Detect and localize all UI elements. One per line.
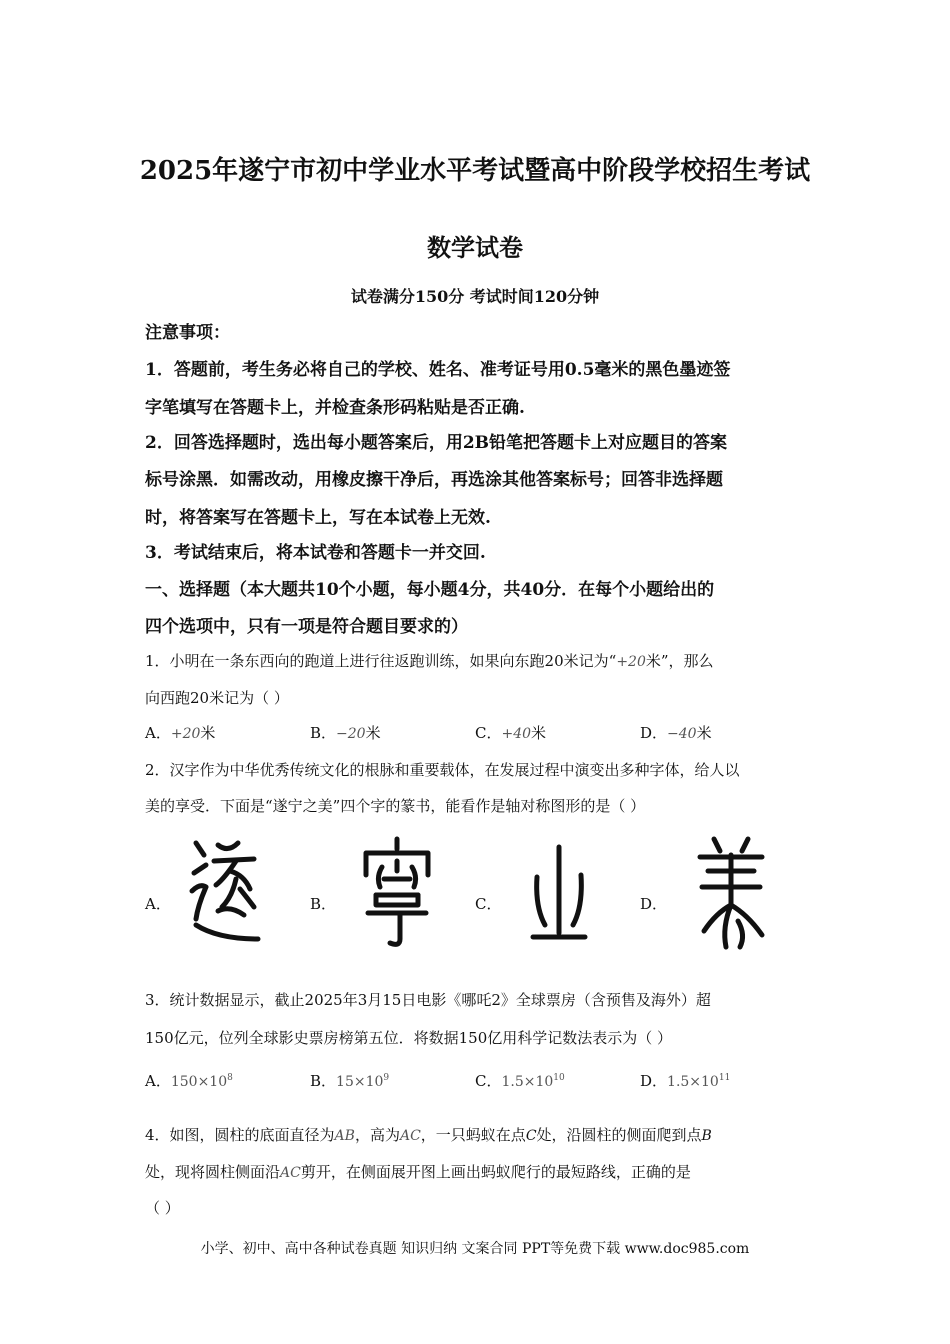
question-4-line-1: 4．如图，圆柱的底面直径为AB，高为AC，一只蚂蚁在点C处，沿圆柱的侧面爬到点B (145, 1126, 712, 1144)
q1-option-b[interactable]: B．−20米 (310, 724, 381, 742)
q1-option-d[interactable]: D．−40米 (640, 724, 712, 742)
question-1-line-2: 向西跑20米记为（ ） (145, 689, 289, 707)
seal-glyph-sui-icon (188, 835, 262, 951)
seal-glyph-ning-icon (360, 835, 434, 951)
q2-option-b[interactable]: B． (310, 895, 337, 913)
q2-option-c[interactable]: C． (475, 895, 502, 913)
notes-heading: 注意事项： (145, 323, 230, 343)
page-footer: 小学、初中、高中各种试卷真题 知识归纳 文案合同 PPT等免费下载 www.doc985.com (200, 1241, 750, 1257)
question-3-line-1: 3．统计数据显示，截止2025年3月15日电影《哪吒2》全球票房（含预售及海外）超 (145, 991, 711, 1009)
note-1-line-1: 1．答题前，考生务必将自己的学校、姓名、准考证号用0.5毫米的黑色墨迹签 (145, 360, 731, 380)
note-2-line-2: 标号涂黑．如需改动，用橡皮擦干净后，再选涂其他答案标号；回答非选择题 (145, 470, 723, 490)
note-3: 3．考试结束后，将本试卷和答题卡一并交回. (145, 543, 486, 563)
section-1-heading-line-2: 四个选项中，只有一项是符合题目要求的） (145, 617, 468, 637)
q3-option-d[interactable]: D．$1.5\times 10^{11}$ (640, 1072, 731, 1090)
question-2-line-1: 2．汉字作为中华优秀传统文化的根脉和重要载体，在发展过程中演变出多种字体，给人以 (145, 761, 740, 779)
seal-glyph-zhi-icon (527, 835, 591, 951)
question-2-line-2: 美的享受．下面是“遂宁之美”四个字的篆书，能看作是轴对称图形的是（ ） (145, 797, 646, 815)
note-2-line-1: 2．回答选择题时，选出每小题答案后，用2B铅笔把答题卡上对应题目的答案 (145, 433, 728, 453)
q1-option-a[interactable]: A．+20米 (145, 724, 216, 742)
section-1-heading-line-1: 一、选择题（本大题共10个小题，每小题4分，共40分．在每个小题给出的 (145, 580, 715, 600)
exam-info: 试卷满分150分 考试时间120分钟 (350, 287, 600, 306)
question-4-line-3: （ ） (145, 1199, 180, 1217)
exam-title: 2025年遂宁市初中学业水平考试暨高中阶段学校招生考试 (139, 156, 811, 186)
q2-option-d[interactable]: D． (640, 895, 668, 913)
seal-glyph-mei-icon (692, 835, 770, 951)
q3-option-b[interactable]: B．$15\times 10^9$ (310, 1072, 390, 1090)
question-3-line-2: 150亿元，位列全球影史票房榜第五位．将数据150亿用科学记数法表示为（ ） (145, 1029, 673, 1047)
note-2-line-3: 时，将答案写在答题卡上，写在本试卷上无效. (145, 508, 491, 528)
q2-option-a[interactable]: A． (145, 895, 171, 913)
question-4-line-2: 处，现将圆柱侧面沿AC剪开，在侧面展开图上画出蚂蚁爬行的最短路线，正确的是 (145, 1163, 691, 1181)
note-1-line-2: 字笔填写在答题卡上，并检查条形码粘贴是否正确. (145, 398, 525, 418)
q3-option-c[interactable]: C．$1.5\times 10^{10}$ (475, 1072, 565, 1090)
q3-option-a[interactable]: A．$150\times 10^8$ (145, 1072, 233, 1090)
question-1-line-1: 1．小明在一条东西向的跑道上进行往返跑训练，如果向东跑20米记为“+20米”，那么 (145, 652, 714, 670)
q1-option-c[interactable]: C．+40米 (475, 724, 547, 742)
exam-subject-title: 数学试卷 (427, 233, 523, 262)
